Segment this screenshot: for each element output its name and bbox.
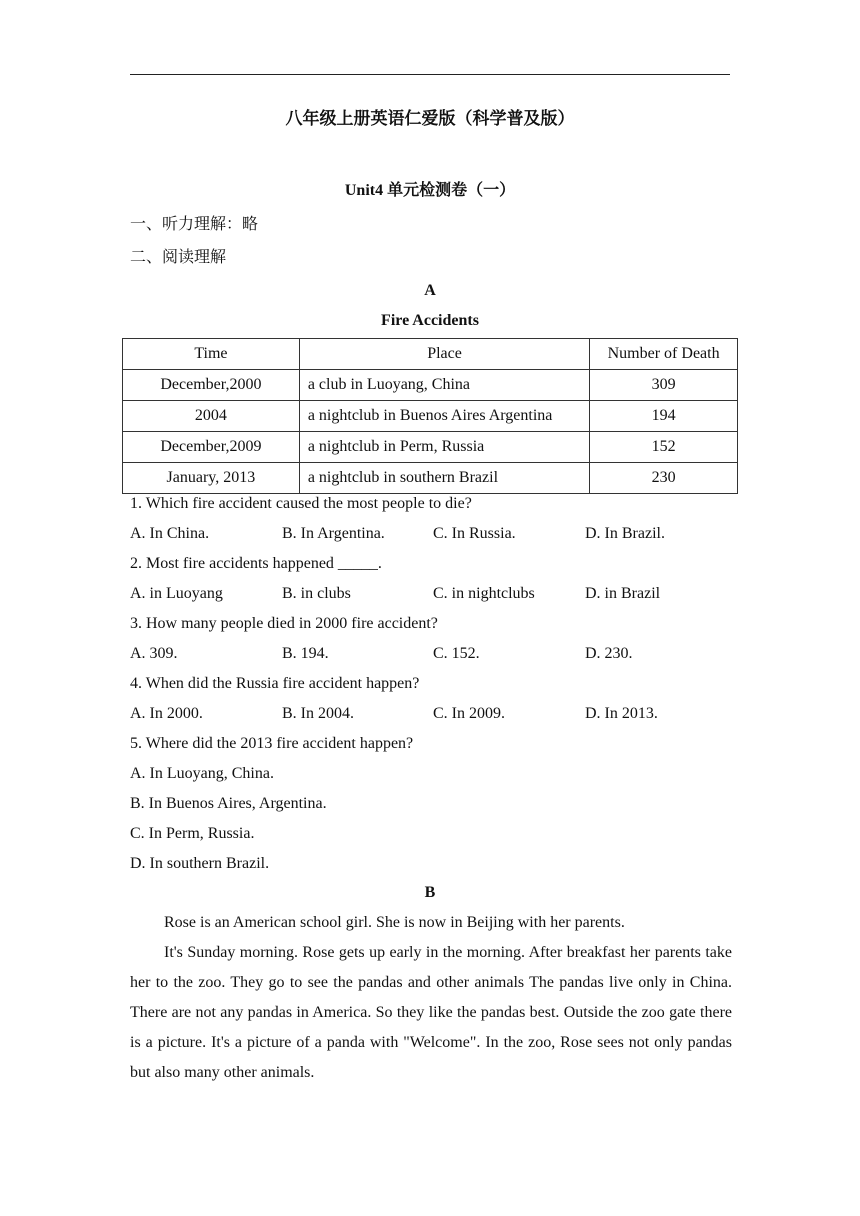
passage-a-title: Fire Accidents [381,312,479,329]
cell-deaths: 230 [590,463,738,494]
question-4: 4. When did the Russia fire accident happen? [130,675,420,692]
cell-deaths: 152 [590,432,738,463]
cell-place: a nightclub in Perm, Russia [299,432,589,463]
cell-place: a nightclub in Buenos Aires Argentina [299,401,589,432]
option-d: D. In southern Brazil. [130,855,270,872]
option-b: B. in clubs [282,585,351,602]
option-c: C. In Perm, Russia. [130,825,255,842]
option-c: C. 152. [433,645,480,662]
option-b: B. In 2004. [282,705,354,722]
option-a: A. In Luoyang, China. [130,765,274,782]
cell-place: a nightclub in southern Brazil [299,463,589,494]
option-b: B. In Buenos Aires, Argentina. [130,795,327,812]
table-row [123,370,738,401]
option-a: A. In China. [130,525,210,542]
cell-deaths: 194 [590,401,738,432]
cell-time: January, 2013 [123,463,300,494]
paragraph: It's Sunday morning. Rose gets up early in the morning. After breakfast her parents take her to the zoo. They go to see the pandas and other animals The pandas live only in China. There are not any pandas in America. So they like the pandas best. Outside the zoo gate there is a picture. It's a picture of a panda with "Welcome". In the zoo, Rose sees not only pandas but also many other animals. [130,944,732,1081]
fire-accidents-table [122,338,738,494]
option-b: B. In Argentina. [282,525,385,542]
question-5: 5. Where did the 2013 fire accident happen? [130,735,414,752]
question-2: 2. Most fire accidents happened _____. [130,555,382,572]
question-3: 3. How many people died in 2000 fire accident? [130,615,438,632]
option-a: A. In 2000. [130,705,203,722]
option-b: B. 194. [282,645,329,662]
cell-time: December,2000 [123,370,300,401]
option-c: C. In 2009. [433,705,505,722]
cell-deaths: 309 [590,370,738,401]
option-d: D. 230. [585,645,633,662]
passage-b-letter: B [424,884,436,901]
option-c: C. in nightclubs [433,585,535,602]
option-d: D. In 2013. [585,705,658,722]
header-rule [130,74,730,75]
table-row [123,432,738,463]
option-d: D. In Brazil. [585,525,665,542]
passage-b-text [130,908,732,1088]
option-c: C. In Russia. [433,525,516,542]
unit-title: Unit4 单元检测卷（一） [344,182,516,199]
question-1: 1. Which fire accident caused the most people to die? [130,495,472,512]
section-listening: 一、听力理解：略 [130,214,259,233]
table-row [123,463,738,494]
cell-time: December,2009 [123,432,300,463]
column-header-place: Place [299,339,589,370]
section-reading: 二、阅读理解 [130,247,227,266]
column-header-time: Time [123,339,300,370]
document-title: 八年级上册英语仁爱版（科学普及版） [285,109,575,129]
cell-time: 2004 [123,401,300,432]
option-d: D. in Brazil [585,585,661,602]
column-header-deaths: Number of Death [590,339,738,370]
table-row [123,401,738,432]
passage-a-letter: A [424,282,436,299]
option-a: A. 309. [130,645,178,662]
cell-place: a club in Luoyang, China [299,370,589,401]
paragraph: Rose is an American school girl. She is now in Beijing with her parents. [164,914,625,931]
option-a: A. in Luoyang [130,585,223,602]
table-header-row [123,339,738,370]
